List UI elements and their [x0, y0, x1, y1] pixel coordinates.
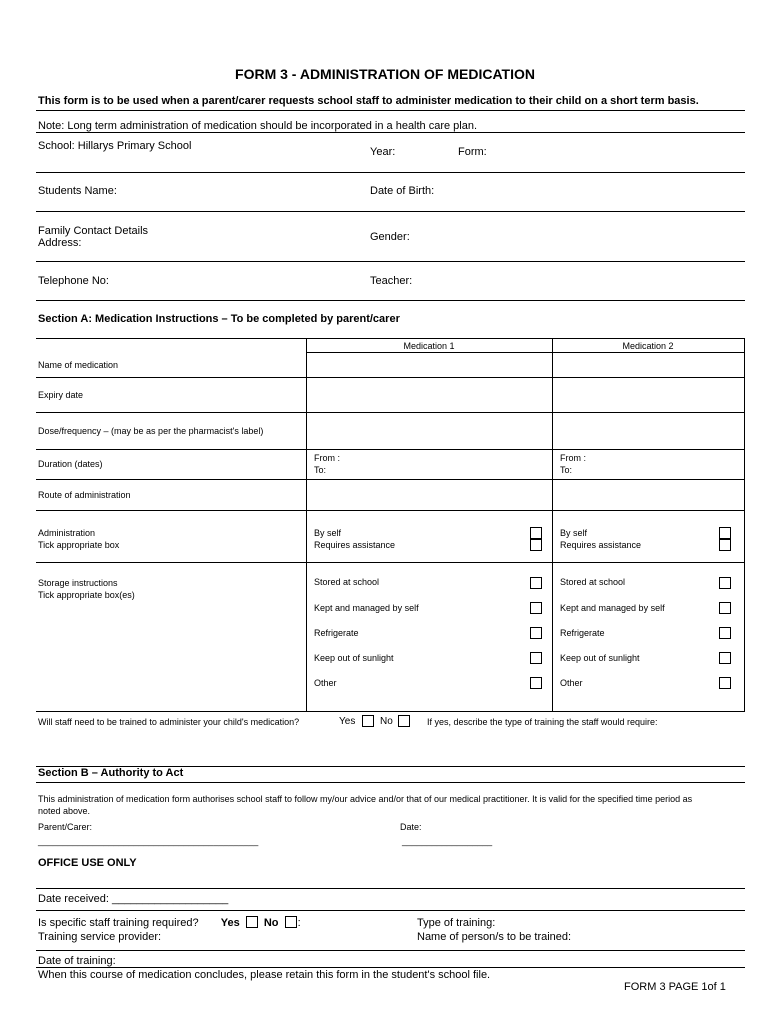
office-yes-checkbox[interactable] [246, 916, 258, 928]
authority-text-line1: This administration of medication form authorises school staff to follow my/our advice and/or that of our medical practitioner. It is valid for the specified time period as [38, 794, 693, 804]
office-no-label: No [263, 917, 279, 929]
gender-label: Gender: [370, 231, 410, 243]
divider [36, 888, 745, 889]
training-no-checkbox[interactable] [398, 715, 410, 727]
row-label-dose: Dose/frequency – (may be as per the pharmacist's label) [38, 426, 264, 436]
row-label-duration: Duration (dates) [38, 459, 103, 469]
table-row-line [36, 412, 745, 413]
med1-keep-out-sunlight: Keep out of sunlight [314, 653, 394, 663]
med1-stored-checkbox[interactable] [530, 577, 542, 589]
to-label: To: [560, 465, 573, 475]
colon-text: : [297, 917, 301, 929]
parent-signature-line[interactable]: ____________________________________________ [38, 836, 259, 846]
retain-note: When this course of medication concludes, please retain this form in the student's school file. [38, 969, 491, 981]
med1-by-self-checkbox[interactable] [530, 527, 542, 539]
office-use-heading: OFFICE USE ONLY [38, 857, 137, 869]
divider [36, 110, 745, 111]
table-row-line [36, 562, 745, 563]
parent-carer-label: Parent/Carer: [38, 822, 93, 832]
tick-boxes-text: Tick appropriate box(es) [38, 590, 135, 600]
table-bottom-line [36, 711, 745, 712]
telephone-label: Telephone No: [38, 275, 109, 287]
med2-other-checkbox[interactable] [719, 677, 731, 689]
row-label-storage [38, 577, 135, 601]
note-text: Note: Long term administration of medication should be incorporated in a health care plan. [38, 120, 478, 132]
section-a-heading: Section A: Medication Instructions – To be completed by parent/carer [38, 313, 400, 325]
medication-1-header: Medication 1 [403, 341, 455, 351]
med2-kept-managed: Kept and managed by self [560, 603, 665, 613]
administration-med1 [314, 527, 395, 551]
med1-refrigerate: Refrigerate [314, 628, 359, 638]
office-yes-label: Yes [220, 917, 240, 929]
med2-stored-checkbox[interactable] [719, 577, 731, 589]
med2-refrigerate-checkbox[interactable] [719, 627, 731, 639]
date-label: Date: [400, 822, 422, 832]
med2-keep-out-sunlight: Keep out of sunlight [560, 653, 640, 663]
table-row-line [36, 377, 745, 378]
table-row-line [36, 510, 745, 511]
table-border [36, 338, 745, 339]
training-yes-label: Yes [339, 716, 356, 727]
duration-med1 [314, 452, 340, 476]
row-label-name: Name of medication [38, 360, 119, 370]
dob-label: Date of Birth: [370, 185, 435, 197]
divider [36, 300, 745, 301]
divider [36, 910, 745, 911]
by-self-label: By self [560, 528, 588, 538]
divider [36, 967, 745, 968]
tick-box-text: Tick appropriate box [38, 540, 120, 550]
date-signature-line[interactable]: __________________ [402, 836, 493, 846]
med2-assistance-checkbox[interactable] [719, 539, 731, 551]
med1-kept-managed: Kept and managed by self [314, 603, 419, 613]
requires-assistance-label: Requires assistance [314, 540, 396, 550]
from-label: From : [560, 453, 586, 463]
med2-stored-at-school: Stored at school [560, 577, 626, 587]
medication-2-header: Medication 2 [622, 341, 674, 351]
section-b-heading: Section B – Authority to Act [38, 767, 184, 779]
divider [36, 172, 745, 173]
from-label: From : [314, 453, 340, 463]
training-no-label: No [380, 716, 393, 727]
divider [36, 782, 745, 783]
date-received: Date received: ___________________ [38, 893, 229, 905]
names-to-be-trained: Name of person/s to be trained: [417, 931, 572, 943]
med2-refrigerate: Refrigerate [560, 628, 605, 638]
training-provider: Training service provider: [38, 931, 162, 943]
school-label: School: Hillarys Primary School [38, 140, 192, 152]
type-of-training: Type of training: [417, 917, 496, 929]
table-row-line [36, 479, 745, 480]
page-footer: FORM 3 PAGE 1of 1 [624, 981, 726, 993]
date-of-training: Date of training: [38, 955, 116, 967]
section-b-text [38, 793, 692, 817]
family-contact-label [38, 225, 148, 249]
table-col-line [306, 338, 307, 712]
row-label-administration [38, 527, 119, 551]
authority-text-line2: noted above. [38, 806, 91, 816]
training-yes-checkbox[interactable] [362, 715, 374, 727]
office-no-checkbox[interactable] [285, 916, 297, 928]
to-label: To: [314, 465, 327, 475]
med1-stored-at-school: Stored at school [314, 577, 380, 587]
table-col-line [744, 338, 745, 712]
administration-med2 [560, 527, 641, 551]
page-title: FORM 3 - ADMINISTRATION OF MEDICATION [235, 66, 535, 82]
med2-by-self-checkbox[interactable] [719, 527, 731, 539]
med2-other: Other [560, 678, 583, 688]
intro-text: This form is to be used when a parent/carer requests school staff to administer medication to their child on a short term basis. [38, 95, 699, 107]
divider [36, 261, 745, 262]
med1-assistance-checkbox[interactable] [530, 539, 542, 551]
storage-text: Storage instructions [38, 578, 118, 588]
row-label-route: Route of administration [38, 490, 131, 500]
row-label-expiry: Expiry date [38, 390, 84, 400]
by-self-label: By self [314, 528, 342, 538]
training-required-text: Is specific staff training required? [38, 917, 199, 929]
med1-other-checkbox[interactable] [530, 677, 542, 689]
med2-kept-checkbox[interactable] [719, 602, 731, 614]
year-label: Year: [370, 146, 396, 158]
form-label: Form: [458, 146, 487, 158]
teacher-label: Teacher: [370, 275, 413, 287]
divider [36, 132, 745, 133]
table-row-line [306, 352, 745, 353]
requires-assistance-label: Requires assistance [560, 540, 642, 550]
students-name-label: Students Name: [38, 185, 117, 197]
table-row-line [36, 449, 745, 450]
table-col-line [552, 338, 553, 712]
med1-refrigerate-checkbox[interactable] [530, 627, 542, 639]
divider [36, 211, 745, 212]
med1-other: Other [314, 678, 337, 688]
med1-sunlight-checkbox[interactable] [530, 652, 542, 664]
administration-text: Administration [38, 528, 96, 538]
training-question: Will staff need to be trained to administer your child's medication? [38, 717, 300, 727]
training-describe: If yes, describe the type of training the staff would require: [427, 717, 658, 727]
staff-training-required [38, 916, 301, 929]
med1-kept-checkbox[interactable] [530, 602, 542, 614]
family-contact-text: Family Contact Details [38, 225, 149, 237]
divider [36, 950, 745, 951]
duration-med2 [560, 452, 586, 476]
address-text: Address: [38, 237, 82, 249]
med2-sunlight-checkbox[interactable] [719, 652, 731, 664]
